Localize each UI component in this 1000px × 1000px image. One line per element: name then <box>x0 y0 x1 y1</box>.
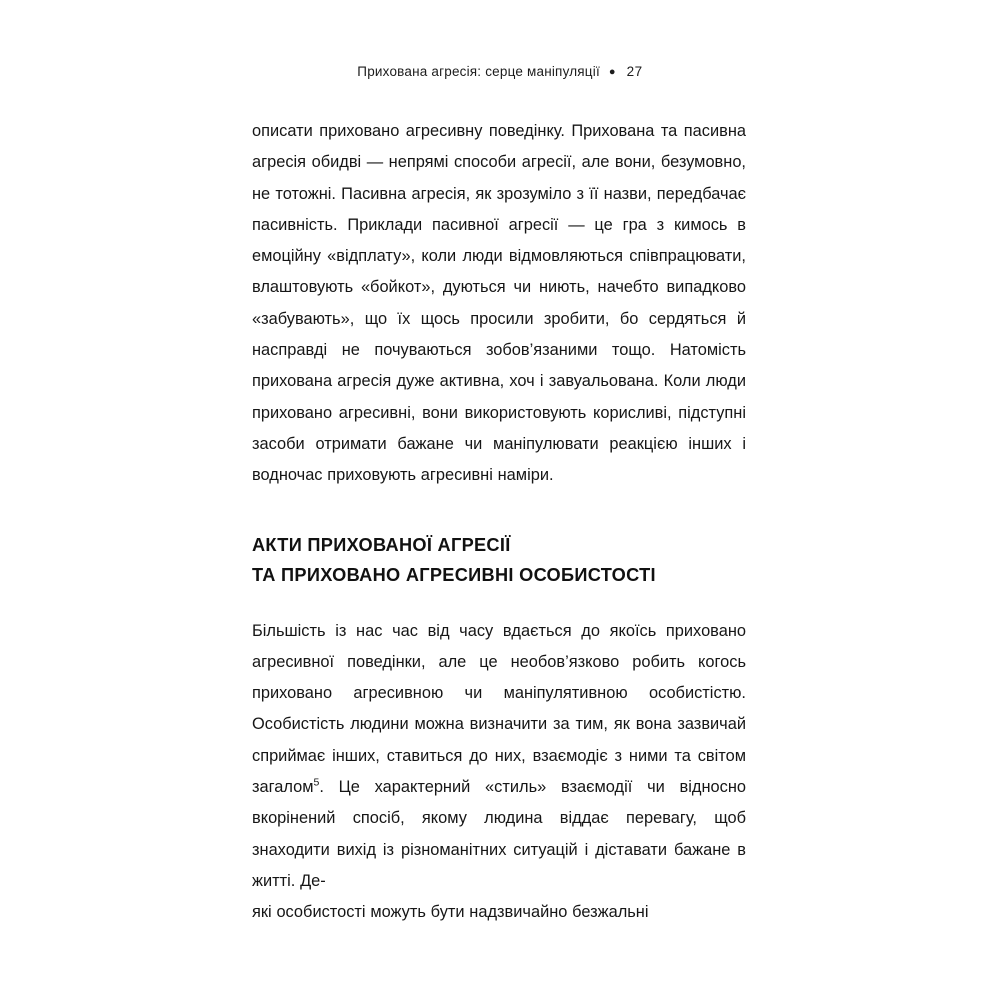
paragraph-personality <box>252 616 746 898</box>
running-head-title: Прихована агресія: серце манiпуляцiї <box>357 64 600 79</box>
paragraph-personality-part-2: . Це характерний «стиль» взаємодії чи відносно вкорінений спосіб, якому людина віддає перевагу, щоб знаходити вихід із різноманітних ситуацій і дістaвати бажане в житті. Де- <box>252 778 746 890</box>
running-head <box>0 64 1000 79</box>
footnote-reference: 5 <box>313 776 320 789</box>
section-heading-line-2: ТА ПРИХОВАНО АГРЕСИВНІ ОСОБИСТОСТІ <box>252 564 656 585</box>
page-number: 27 <box>626 64 643 79</box>
section-heading-line-1: АКТИ ПРИХОВАНОЇ АГРЕСІЇ <box>252 534 511 555</box>
bullet-separator-icon: ● <box>608 66 616 79</box>
paragraph-continued: описати приховано агресивну поведінку. Прихована та пасивна агресія обидві — непрямі способи агресії, але вони, безумовно, не тотожні. Пасивна агресія, як зрозуміло з її назви, передбачає пасивність. Приклади пасивної агресії — це гра з кимось в емоційну «відплату», коли люди відмовляються співпрацювати, влаштовують «бойкот», дуються чи ниють, начебто випадково «забувають», що їх щось просили зробити, бо сердяться й насправді не почуваються зобов’язаними тощо. Натомість прихована агресія дуже активна, хоч і завуальована. Коли люди приховано агресивні, вони використовують корисливі, підступні засоби отримати бажане чи манiпулювати реакцією інших і водночас приховують агресивні намiри. <box>252 122 746 485</box>
body-text-column <box>252 116 746 929</box>
paragraph-personality-last-line: які особистості можуть бути надзвичайно безжальні <box>252 903 649 922</box>
paragraph-personality-part-1: Більшість із нас час від часу вдається до якоїсь приховано агресивної поведінки, але це необов’язково робить когось приховано агресивною чи манiпулятивною особистістю. Особистість людини можна визначити за тим, як вона зазвичай сприймає інших, ставиться до них, взаємодіє з ними та світом загалом <box>252 621 746 797</box>
section-heading <box>252 530 746 590</box>
